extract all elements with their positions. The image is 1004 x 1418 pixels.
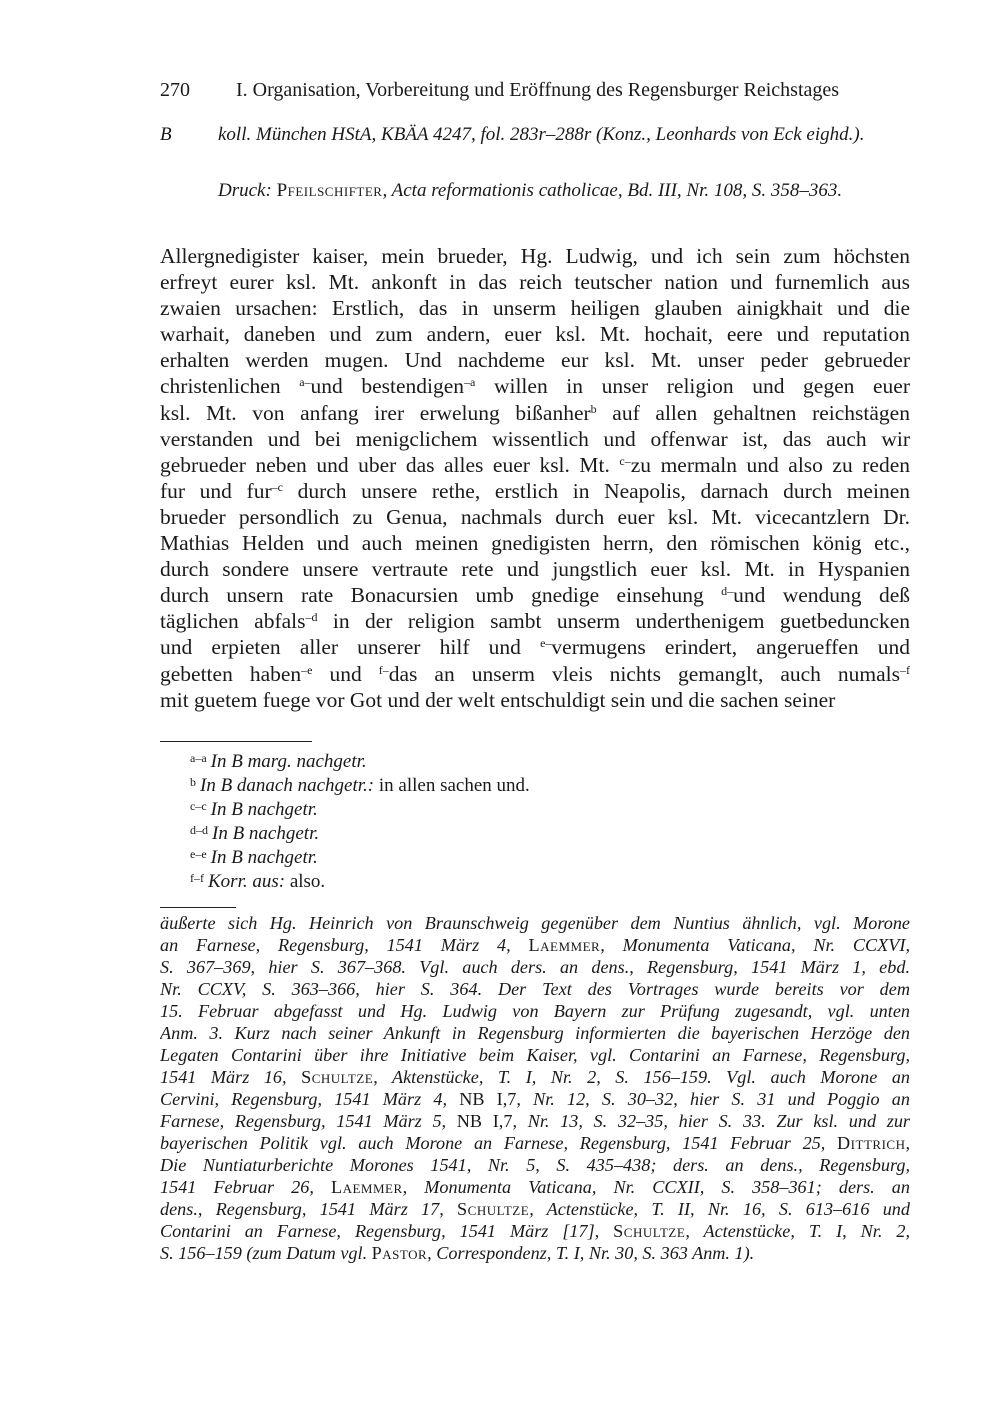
apparatus-footnote bbox=[190, 866, 325, 894]
variant-mark: e– bbox=[540, 636, 552, 651]
body-line bbox=[160, 504, 910, 530]
author-name: Laemmer bbox=[528, 935, 601, 955]
author-name: Laemmer bbox=[330, 1177, 403, 1197]
text-run: durch unsere rethe, erstlich in Neapolis, darnach durch meinen bbox=[282, 478, 910, 503]
commentary-line bbox=[160, 1044, 910, 1066]
text-run: , Monumenta Vaticana, Nr. CCXVI, bbox=[600, 935, 910, 955]
source-entry bbox=[160, 123, 910, 146]
text-run: , bbox=[905, 1133, 910, 1153]
text-run: 15. Februar abgefasst und Hg. Ludwig von Bayern zur Prüfung zugesandt, vgl. unten bbox=[160, 1001, 910, 1021]
body-line bbox=[160, 478, 910, 504]
variant-mark: f– bbox=[378, 662, 389, 677]
commentary-line bbox=[160, 1110, 910, 1132]
variant-mark: –c bbox=[271, 479, 283, 494]
body-line bbox=[160, 269, 910, 295]
text-run: ksl. Mt. von anfang irer erwelung bißanher bbox=[160, 400, 591, 425]
text-run: , Monumenta Vaticana, Nr. CCXII, S. 358–361; ders. an bbox=[402, 1177, 910, 1197]
text-run: , Actenstücke, T. I, Nr. 2, bbox=[685, 1221, 910, 1241]
text-run: 1541 Februar 26, bbox=[160, 1177, 331, 1197]
body-line bbox=[160, 530, 910, 556]
author-name: Schultze bbox=[457, 1199, 530, 1219]
text-run: dens., Regensburg, 1541 März 17, bbox=[160, 1199, 458, 1219]
text-run: das an unserm vleis nichts gemanglt, auch numals bbox=[388, 661, 901, 686]
commentary-line bbox=[160, 1022, 910, 1044]
commentary-line bbox=[160, 912, 910, 934]
text-run: , Aktenstücke, T. I, Nr. 2, S. 156–159. Vgl. auch Morone an bbox=[373, 1067, 910, 1087]
text-run: Farnese, Regensburg, 1541 März 5, bbox=[160, 1111, 457, 1131]
text-run: 1541 März 16, bbox=[160, 1067, 302, 1087]
running-title: I. Organisation, Vorbereitung und Eröffnung des Regensburger Reichstages bbox=[236, 79, 840, 101]
footnote-note: In B nachgetr. bbox=[212, 823, 320, 844]
commentary-continuation bbox=[160, 912, 910, 1264]
text-run: gebrueder neben und uber das alles euer ksl. Mt. bbox=[160, 452, 620, 477]
text-run: Die Nuntiaturberichte Morones 1541, Nr. 5, S. 435–438; ders. an dens., Regensburg, bbox=[160, 1155, 910, 1175]
commentary-line bbox=[160, 1198, 910, 1220]
druck-entry bbox=[160, 179, 910, 202]
variant-mark: –d bbox=[305, 610, 318, 625]
druck-rest: , Acta reformationis catholicae, Bd. III, Nr. 108, S. 358–363. bbox=[382, 180, 843, 201]
text-run: Mathias Helden und auch meinen gnedigisten herrn, den römischen könig etc., bbox=[160, 531, 910, 556]
commentary-line bbox=[160, 1242, 910, 1264]
text-run: mit guetem fuege vor Got und der welt entschuldigt sein und die sachen seiner bbox=[160, 687, 836, 712]
commentary-line bbox=[160, 934, 910, 956]
footnote-mark: e–e bbox=[190, 847, 207, 861]
body-line bbox=[160, 426, 910, 452]
text-run: verstanden und bei menigclichem wissentlich und offenwar ist, das auch wir bbox=[160, 426, 910, 451]
footnote-mark: a–a bbox=[190, 751, 207, 765]
series-abbrev: NB I,7 bbox=[456, 1111, 513, 1131]
text-run: und bbox=[312, 661, 379, 686]
text-run: äußerte sich Hg. Heinrich von Braunschweig gegenüber dem Nuntius ähnlich, vgl. Morone bbox=[160, 913, 910, 933]
text-run: täglichen abfals bbox=[160, 609, 306, 634]
text-run: und erpieten aller unserer hilf und bbox=[160, 635, 541, 660]
text-run: , Actenstücke, T. II, Nr. 16, S. 613–616 und bbox=[529, 1199, 910, 1219]
series-abbrev: NB I,7 bbox=[459, 1089, 517, 1109]
footnote-mark: c–c bbox=[190, 799, 207, 813]
main-text bbox=[160, 243, 910, 713]
footnote-reading: also. bbox=[285, 871, 326, 892]
commentary-line bbox=[160, 1154, 910, 1176]
author-name: Schultze bbox=[613, 1221, 686, 1241]
footnote-note: In B marg. nachgetr. bbox=[210, 751, 367, 772]
source-siglum: B bbox=[160, 124, 172, 145]
text-run: durch unsern rate Bonacursien umb gnedige einsehung bbox=[160, 583, 722, 608]
text-run: , Correspondenz, T. I, Nr. 30, S. 363 Anm. 1). bbox=[427, 1243, 755, 1263]
footnote-note: In B danach nachgetr.: bbox=[200, 775, 375, 796]
text-run: warhait, daneben und zum andern, euer ksl. Mt. hochait, eere und reputation bbox=[160, 322, 910, 347]
text-run: auf allen gehaltnen reichstägen bbox=[596, 400, 910, 425]
text-run: Nr. CCXV, S. 363–366, hier S. 364. Der Text des Vortrages wurde bereits vor dem bbox=[160, 979, 910, 999]
variant-mark: d– bbox=[721, 584, 734, 599]
footnote-note: Korr. aus: bbox=[208, 871, 286, 892]
text-run: gebetten haben bbox=[160, 661, 302, 686]
text-run: , Nr. 13, S. 32–35, hier S. 33. Zur ksl. und zur bbox=[512, 1111, 910, 1131]
variant-mark: –a bbox=[464, 375, 476, 390]
text-run: S. 156–159 (zum Datum vgl. bbox=[160, 1243, 372, 1263]
commentary-line bbox=[160, 1132, 910, 1154]
druck-author: Pfeilschifter bbox=[276, 180, 383, 201]
druck-citation bbox=[218, 179, 910, 202]
text-run: in der religion sambt unserm underthenigem guetbeduncken bbox=[317, 609, 910, 634]
body-line bbox=[160, 452, 910, 478]
variant-mark: b bbox=[590, 401, 597, 416]
text-run: Allergnedigister kaiser, mein brueder, Hg. Ludwig, und ich sein zum höchsten bbox=[160, 244, 910, 268]
author-name: Pastor bbox=[371, 1243, 428, 1263]
commentary-line bbox=[160, 1088, 910, 1110]
body-line bbox=[160, 400, 910, 426]
source-manuscript: koll. München HStA, KBÄA 4247, fol. 283r–288r (Konz., Leonhards von Eck eighd.). bbox=[218, 124, 865, 145]
footnote-note: In B nachgetr. bbox=[210, 799, 318, 820]
body-line bbox=[160, 556, 910, 582]
text-run: willen in unser religion und gegen euer bbox=[475, 374, 910, 399]
body-line bbox=[160, 321, 910, 347]
text-run: Cervini, Regensburg, 1541 März 4, bbox=[160, 1089, 460, 1109]
footnote-rule bbox=[160, 741, 312, 742]
body-line bbox=[160, 582, 910, 608]
body-line bbox=[160, 661, 910, 687]
commentary-line bbox=[160, 1000, 910, 1022]
text-run: durch sondere unsere vertraute rete und jungstlich euer ksl. Mt. in Hyspanien bbox=[160, 557, 910, 582]
text-run: erhalten werden mugen. Und nachdeme eur ksl. Mt. unser peder gebrueder bbox=[160, 348, 910, 373]
variant-mark: –f bbox=[900, 662, 910, 677]
text-run: fur und fur bbox=[160, 478, 272, 503]
text-run: Contarini an Farnese, Regensburg, 1541 März [17], bbox=[160, 1221, 614, 1241]
druck-label: Druck: bbox=[218, 180, 272, 201]
commentary-line bbox=[160, 1066, 910, 1088]
body-line bbox=[160, 347, 910, 373]
body-line bbox=[160, 608, 910, 634]
commentary-line bbox=[160, 1176, 910, 1198]
author-name: Schultze bbox=[301, 1067, 374, 1087]
body-line bbox=[160, 295, 910, 321]
footnote-reading: in allen sachen und. bbox=[374, 775, 530, 796]
body-line bbox=[160, 373, 910, 399]
text-run: zu mermaln und also zu reden bbox=[630, 452, 910, 477]
page-number: 270 bbox=[160, 79, 190, 101]
text-run: christenlichen bbox=[160, 374, 300, 399]
variant-mark: –e bbox=[301, 662, 313, 677]
text-run: an Farnese, Regensburg, 1541 März 4, bbox=[160, 935, 529, 955]
footnote-mark: d–d bbox=[190, 823, 208, 837]
text-run: zwaien ursachen: Erstlich, das in unserm heiligen glauben ainigkhait und die bbox=[160, 296, 910, 321]
text-run: bayerischen Politik vgl. auch Morone an Farnese, Regensburg, 1541 Februar 25, bbox=[160, 1133, 838, 1153]
commentary-line bbox=[160, 956, 910, 978]
commentary-line bbox=[160, 978, 910, 1000]
text-run: erfreyt eurer ksl. Mt. ankonft in das reich teutscher nation und furnemlich aus bbox=[160, 270, 910, 295]
continuation-rule bbox=[160, 907, 236, 908]
text-run: Legaten Contarini über ihre Initiative beim Kaiser, vgl. Contarini an Farnese, Regensburg, bbox=[160, 1045, 910, 1065]
running-header bbox=[160, 79, 839, 102]
footnote-mark: b bbox=[190, 775, 196, 789]
text-run: S. 367–369, hier S. 367–368. Vgl. auch ders. an dens., Regensburg, 1541 März 1, ebd. bbox=[160, 957, 910, 977]
variant-mark: c– bbox=[619, 453, 631, 468]
commentary-line bbox=[160, 1220, 910, 1242]
footnote-note: In B nachgetr. bbox=[210, 847, 318, 868]
body-line bbox=[160, 243, 910, 269]
text-run: brueder persondlich zu Genua, nachmals durch euer ksl. Mt. vicecantzlern Dr. bbox=[160, 504, 910, 529]
body-line bbox=[160, 687, 910, 713]
text-run: und bestendigen bbox=[310, 374, 465, 399]
author-name: Dittrich bbox=[837, 1133, 906, 1153]
text-run: , Nr. 12, S. 30–32, hier S. 31 und Poggio an bbox=[516, 1089, 910, 1109]
body-line bbox=[160, 634, 910, 660]
text-run: vermugens erindert, angerueffen und bbox=[551, 635, 910, 660]
footnote-mark: f–f bbox=[190, 871, 204, 885]
variant-mark: a– bbox=[299, 375, 311, 390]
text-run: und wendung deß bbox=[733, 583, 910, 608]
text-run: Anm. 3. Kurz nach seiner Ankunft in Regensburg informierten die bayerischen Herzöge den bbox=[160, 1023, 910, 1043]
